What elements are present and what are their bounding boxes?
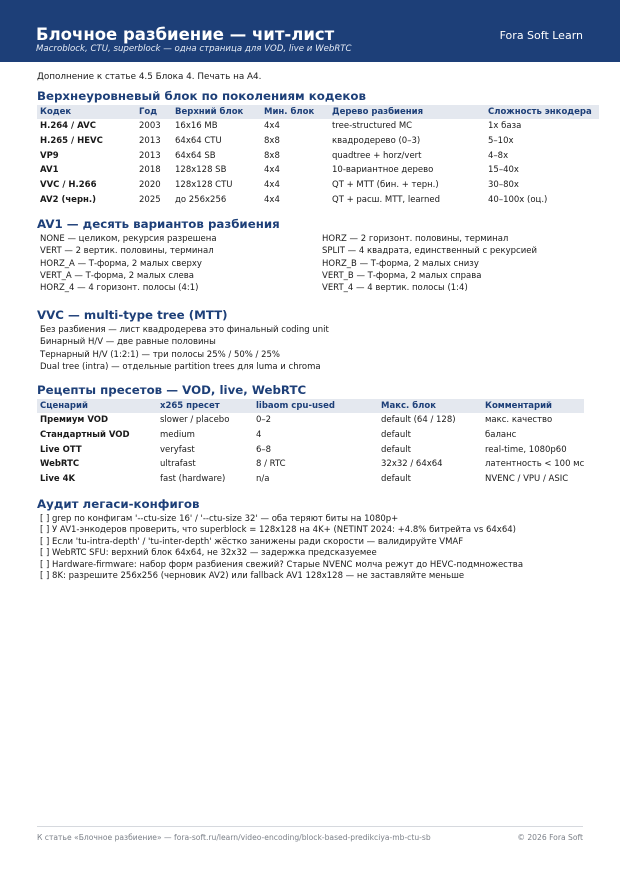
page-title: Блочное разбиение — чит-лист [36,25,335,44]
table-cell: default (64 / 128) [381,415,456,426]
table-cell: Live OTT [40,444,82,455]
table-cell: 2020 [139,180,161,191]
table-cell: H.264 / AVC [40,121,96,132]
table-cell: латентность < 100 мс [485,459,585,470]
brand-name: Fora Soft Learn [499,29,583,42]
table-cell: 40–100x (оц.) [488,194,548,205]
table-cell: 32x32 / 64x64 [381,459,443,470]
table-cell: 10-вариантное дерево [332,165,434,176]
table-cell: 2013 [139,136,161,147]
section-title-audit: Аудит легаси-конфигов [37,497,200,511]
partition-item: VERT — 2 вертик. половины, терминал [40,246,214,257]
table-cell: fast (hardware) [160,474,226,485]
table-cell: real-time, 1080p60 [485,444,567,455]
table-cell: баланс [485,430,517,441]
table-cell: AV1 [40,165,59,176]
partition-item: HORZ — 2 горизонт. половины, терминал [322,234,509,244]
table-cell: AV2 (черн.) [40,194,97,205]
table-row [37,457,584,472]
table-row [37,163,599,178]
list-item: Тернарный H/V (1:2:1) — три полосы 25% / 50% / 25% [40,349,280,360]
table-cell: 64x64 CTU [175,136,222,147]
presets-table [37,399,584,486]
table-cell: 30–80x [488,180,519,191]
table-cell: medium [160,430,195,441]
table-cell: QT + расш. MTT, learned [332,194,440,205]
checklist-item: [ ] WebRTC SFU: верхний блок 64x64, не 32x32 — задержка предсказуемее [40,548,377,559]
section-title-top-block: Верхнеуровневый блок по поколениям кодеков [37,89,366,103]
table-cell: 4x4 [264,194,280,205]
table-cell: до 256x256 [175,194,227,205]
table-cell: 4–8x [488,150,509,161]
list-item: Бинарный H/V — две равные половины [40,337,216,348]
table-cell: 8x8 [264,136,280,147]
column-header: Кодек [37,105,136,119]
table-cell: H.265 / HEVC [40,136,103,147]
codec-table [37,105,599,207]
table-cell: VVC / H.266 [40,180,97,191]
table-cell: quadtree + horz/vert [332,150,422,161]
table-row [37,442,584,457]
table-row [37,472,584,487]
footer-copyright: © 2026 Fora Soft [517,833,583,842]
table-cell: default [381,430,411,441]
table-row [37,148,599,163]
table-cell: 2018 [139,165,161,176]
footer-divider [37,826,583,827]
table-cell: 8x8 [264,150,280,161]
table-cell: 4 [256,430,262,441]
table-cell: 5–10x [488,136,514,147]
section-title-vvc: VVC — multi-type tree (MTT) [37,308,228,322]
table-cell: 4x4 [264,165,280,176]
column-header: x265 пресет [157,399,253,413]
table-cell: tree-structured MC [332,121,413,132]
table-cell: 128x128 CTU [175,180,233,191]
table-cell: VP9 [40,150,59,161]
partition-item: VERT_B — Т-форма, 2 малых справа [322,270,482,281]
table-cell: 16x16 MB [175,121,218,132]
table-cell: 1x база [488,121,522,132]
table-cell: NVENC / VPU / ASIC [485,474,569,485]
table-cell: Стандартный VOD [40,430,130,441]
table-row [37,413,584,428]
table-row [37,134,599,149]
column-header: Верхний блок [172,105,261,119]
table-cell: 4x4 [264,121,280,132]
table-cell: Live 4K [40,474,76,485]
list-item: Dual tree (intra) — отдельные partition trees для luma и chroma [40,361,321,372]
table-row [37,428,584,443]
page-header [0,0,620,62]
table-cell: slower / placebo [160,415,230,426]
section-title-presets: Рецепты пресетов — VOD, live, WebRTC [37,383,307,397]
column-header: Дерево разбиения [329,105,485,119]
checklist-item: [ ] Hardware-firmware: набор форм разбиения свежий? Старые NVENC молча режут до HEVC-подмножества [40,559,524,570]
table-cell: 2025 [139,194,161,205]
table-cell: 15–40x [488,165,519,176]
table-cell: 6–8 [256,444,272,455]
table-cell: 8 / RTC [256,459,286,470]
checklist-item: [ ] Если 'tu-intra-depth' / 'tu-inter-depth' жёстко занижены ради скорости — валидируйте VMAF [40,536,464,547]
table-cell: макс. качество [485,415,553,426]
partition-item: HORZ_B — Т-форма, 2 малых снизу [322,258,479,269]
table-cell: default [381,444,411,455]
table-cell: ultrafast [160,459,196,470]
table-cell: 4x4 [264,180,280,191]
table-cell: WebRTC [40,459,80,470]
table-cell: veryfast [160,444,195,455]
table-cell: 0–2 [256,415,272,426]
table-cell: 2003 [139,121,161,132]
partition-item: SPLIT — 4 квадрата, единственный с рекурсией [322,246,537,257]
column-header: Сценарий [37,399,157,413]
table-row [37,119,599,134]
intro-text: Дополнение к статье 4.5 Блока 4. Печать на А4. [37,72,262,82]
checklist-item: [ ] 8K: разрешите 256x256 (черновик AV2) или fallback AV1 128x128 — не заставляйте меньше [40,571,465,581]
column-header: Сложность энкодера [485,105,599,119]
partition-item: VERT_A — Т-форма, 2 малых слева [40,270,194,281]
table-cell: 128x128 SB [175,165,227,176]
table-cell: QT + MTT (бин. + терн.) [332,180,439,191]
codec-table-header [37,105,599,119]
section-title-av1: AV1 — десять вариантов разбиения [37,217,280,231]
table-cell: 2013 [139,150,161,161]
table-row [37,192,599,207]
column-header: Макс. блок [378,399,482,413]
column-header: Мин. блок [261,105,329,119]
presets-table-header [37,399,584,413]
partition-item: HORZ_4 — 4 горизонт. полосы (4:1) [40,283,199,294]
table-cell: Премиум VOD [40,415,109,426]
checklist-item: [ ] grep по конфигам '--ctu-size 16' / '--ctu-size 32' — оба теряют биты на 1080p+ [40,514,399,524]
checklist-item: [ ] У AV1-энкодеров проверить, что superblock = 128x128 на 4K+ (NETINT 2024: +4.8% битрейта vs 64x64) [40,525,516,536]
footer-source-link[interactable]: К статье «Блочное разбиение» — fora-soft.ru/learn/video-encoding/block-based-predikciya-mb-ctu-sb [37,833,431,842]
column-header: libaom cpu-used [253,399,378,413]
table-cell: квадродерево (0–3) [332,136,421,147]
list-item: Без разбиения — лист квадродерева это финальный coding unit [40,325,329,335]
table-cell: 64x64 SB [175,150,216,161]
table-cell: default [381,474,411,485]
partition-item: HORZ_A — Т-форма, 2 малых сверху [40,258,202,269]
column-header: Комментарий [482,399,584,413]
table-row [37,178,599,193]
partition-item: VERT_4 — 4 вертик. полосы (1:4) [322,283,468,294]
column-header: Год [136,105,172,119]
page-subtitle: Macroblock, CTU, superblock — одна страница для VOD, live и WebRTC [36,44,352,54]
table-cell: n/a [256,474,270,485]
partition-item: NONE — целиком, рекурсия разрешена [40,234,217,244]
